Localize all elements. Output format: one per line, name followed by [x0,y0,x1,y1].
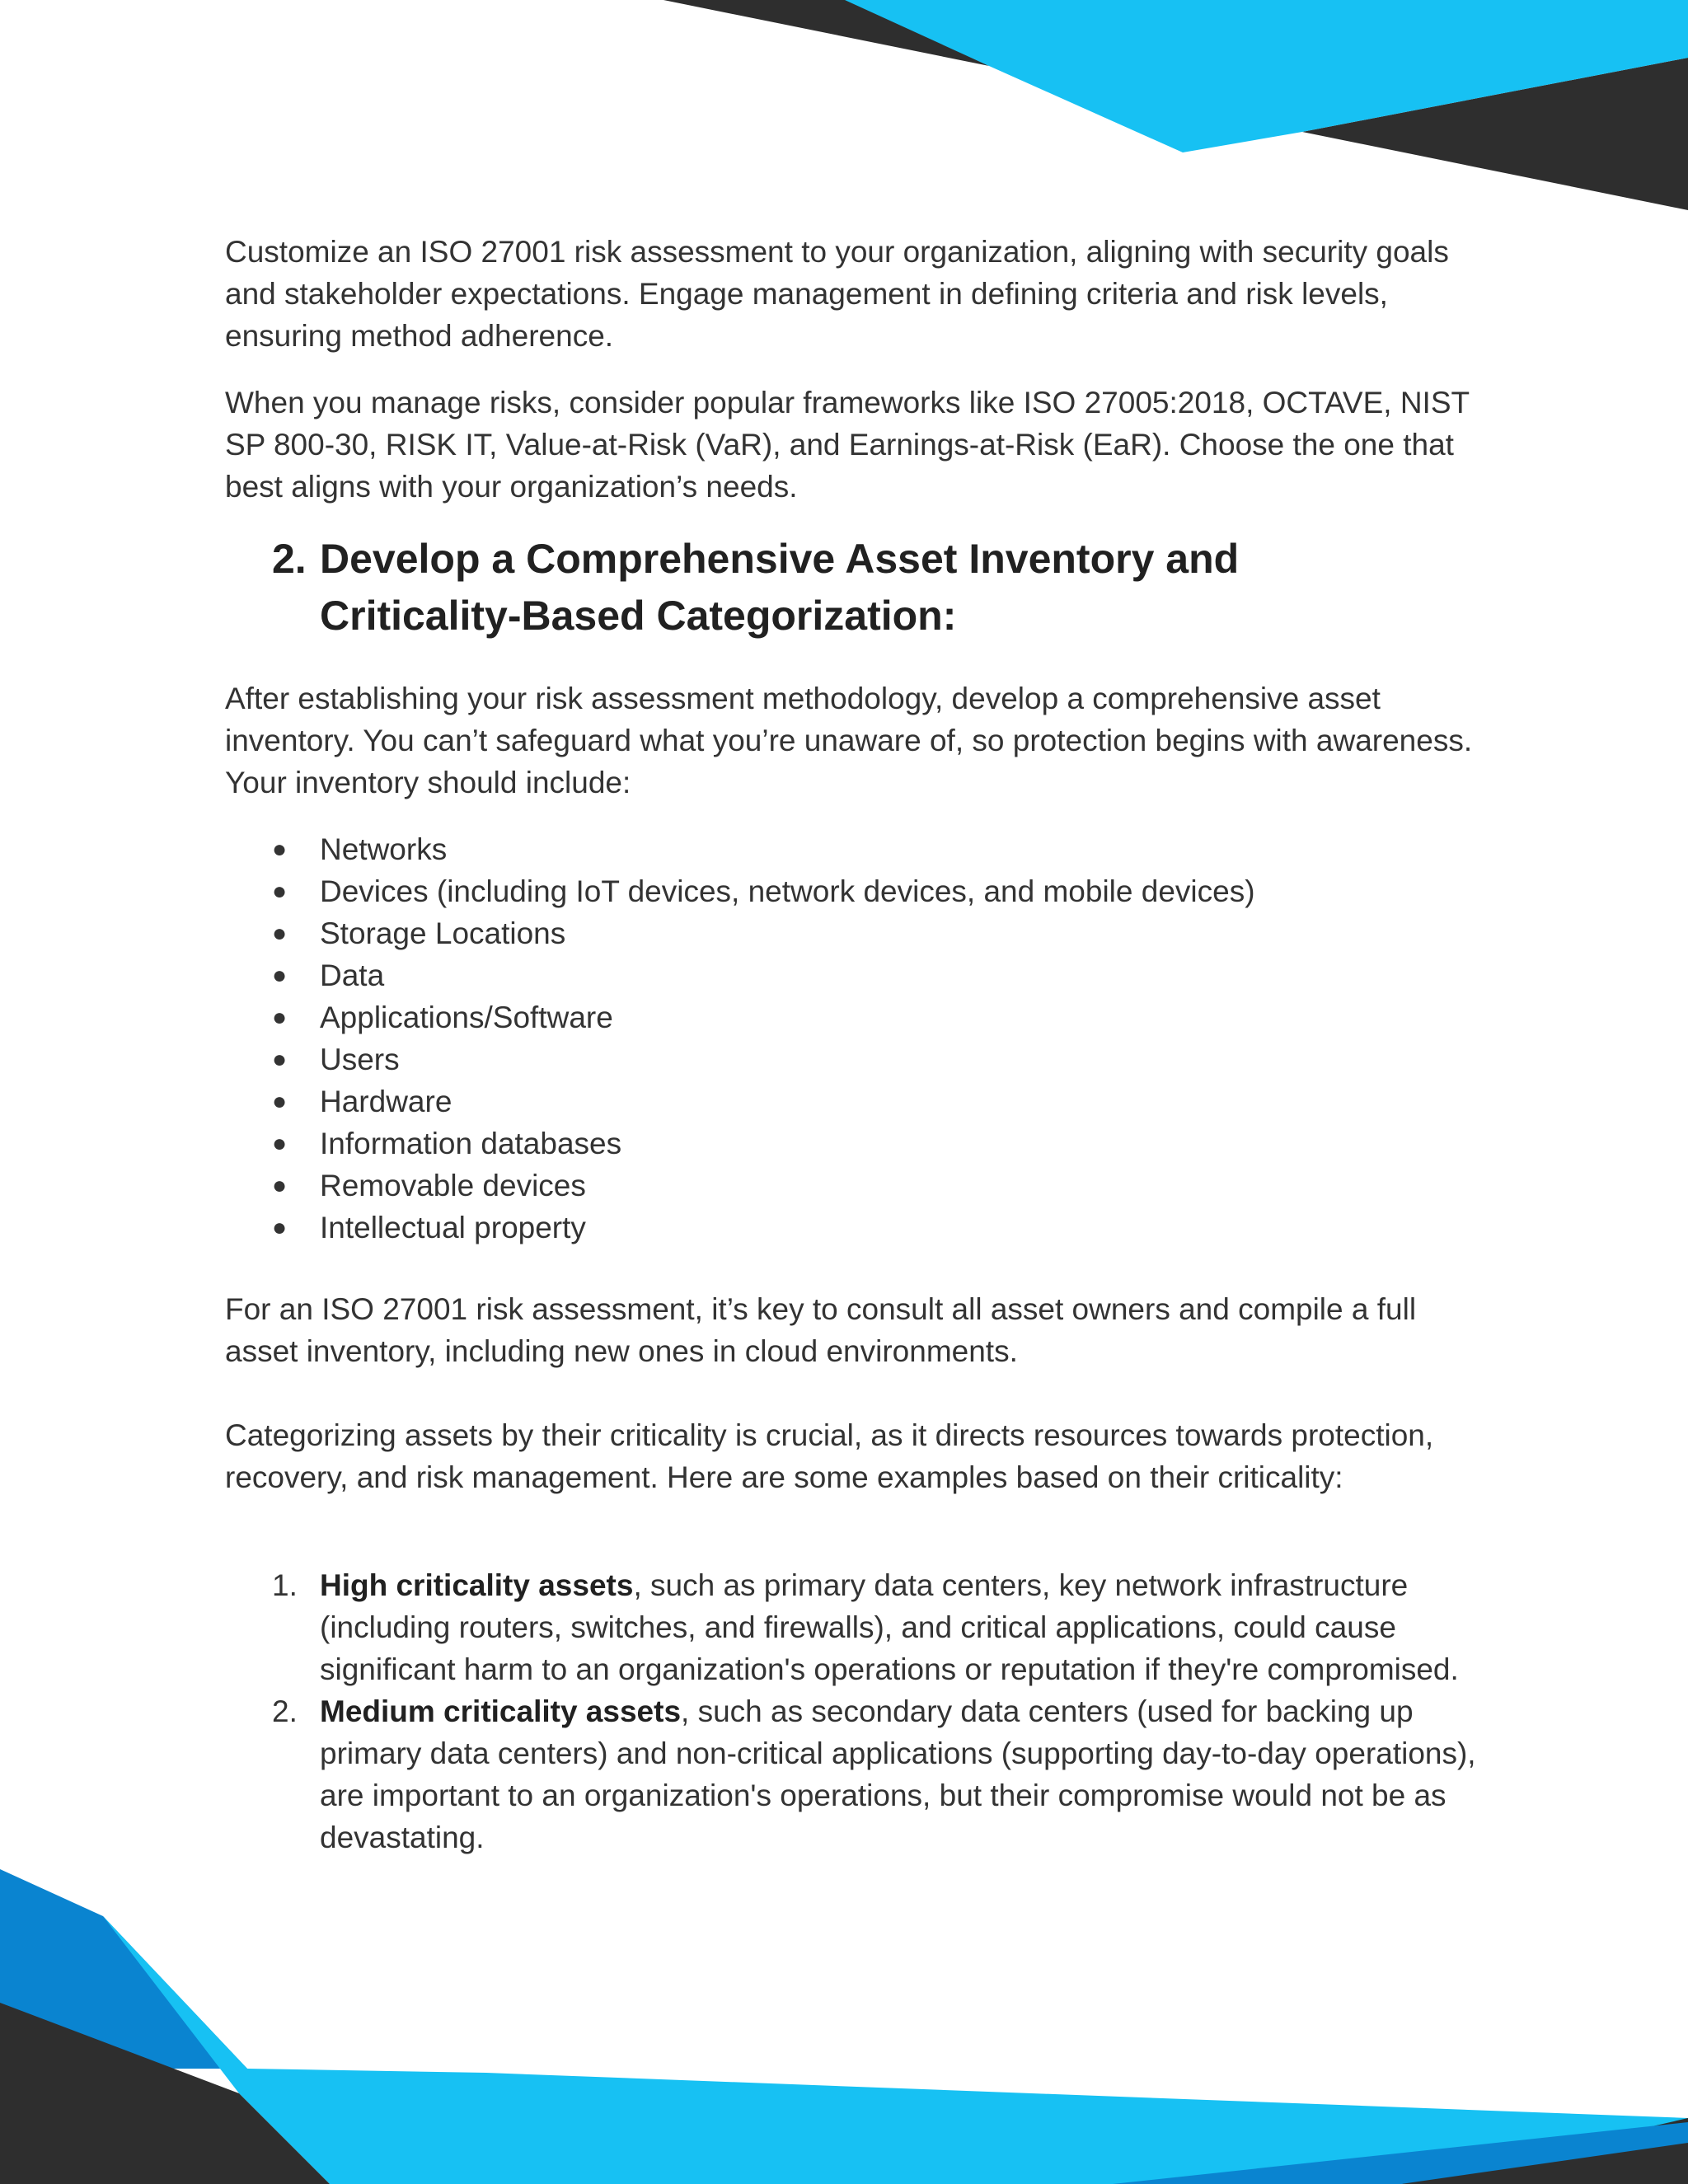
list-item-text: Intellectual property [320,1211,586,1244]
list-item [225,1122,1478,1165]
list-item-text: , such as secondary data centers (used for backing up primary data centers) and non-critical applications (supporting day-to-day operations), are important to an organization's operations, but their compromise would not be as devastating. [320,1694,1476,1854]
list-number: 1. [272,1568,298,1602]
bullet-icon: ● [272,1214,288,1241]
bullet-icon: ● [272,920,288,947]
intro-paragraph-1: Customize an ISO 27001 risk assessment to your organization, aligning with security goals and stakeholder expectations. Engage management in defining criteria and risk levels, ensuring method adherence. [225,235,1449,353]
list-item [225,996,1478,1038]
list-item [225,912,1478,954]
list-item-body [320,1690,1478,1858]
bullet-icon: ● [272,1130,288,1157]
asset-inventory-list [225,828,1478,1249]
list-item [225,1080,1478,1122]
section-number: 2. [272,536,307,582]
list-item-text: Networks [320,832,448,866]
bullet-icon: ● [272,962,288,989]
bullet-icon: ● [272,1004,288,1031]
list-item-text: Devices (including IoT devices, network devices, and mobile devices) [320,874,1255,908]
list-item [225,1038,1478,1080]
bottom-light-blue-shape [103,1916,1688,2184]
bullet-icon: ● [272,1046,288,1073]
list-item-text: Information databases [320,1127,622,1160]
list-item-bold-term: Medium criticality assets [320,1694,682,1728]
list-item-text: Hardware [320,1085,452,1118]
bullet-icon: ● [272,1172,288,1199]
criticality-list [225,1564,1478,1858]
list-item [225,1564,1478,1690]
list-item [225,954,1478,996]
list-item-text: Users [320,1043,400,1076]
list-item-text: Removable devices [320,1169,586,1202]
list-item-text: Data [320,958,385,992]
list-item-text: , such as primary data centers, key network infrastructure (including routers, switches, and firewalls), and critical applications, could cause significant harm to an organization's operations or reputation if they're compromised. [320,1568,1459,1686]
list-item [225,828,1478,870]
list-item-text: Applications/Software [320,1001,613,1034]
top-decorative-banner [0,0,1688,214]
section-lead-paragraph: After establishing your risk assessment methodology, develop a comprehensive asset inventory. You can’t safeguard what you’re unaware of, so protection begins with awareness. Your inventory should include: [225,682,1473,799]
list-item [225,870,1478,912]
bullet-icon: ● [272,836,288,863]
bottom-decorative-banner [0,1846,1688,2184]
section-title: Develop a Comprehensive Asset Inventory and Criticality-Based Categorization: [320,536,1240,639]
bullet-icon: ● [272,1088,288,1115]
document-body [225,231,1478,1858]
categorize-paragraph: Categorizing assets by their criticality is crucial, as it directs resources towards protection, recovery, and risk management. Here are some examples based on their criticality: [225,1418,1434,1494]
list-item-body [320,1564,1478,1690]
list-item [225,1165,1478,1207]
consult-paragraph: For an ISO 27001 risk assessment, it’s key to consult all asset owners and compile a full asset inventory, including new ones in cloud environments. [225,1292,1417,1368]
list-item [225,1690,1478,1858]
list-number: 2. [272,1694,298,1728]
bullet-icon: ● [272,878,288,905]
section-heading [272,531,1478,644]
list-item-text: Storage Locations [320,916,566,950]
list-item [225,1207,1478,1249]
intro-paragraph-2: When you manage risks, consider popular frameworks like ISO 27005:2018, OCTAVE, NIST SP 800-30, RISK IT, Value-at-Risk (VaR), and Earnings-at-Risk (EaR). Choose the one that best aligns with your organization’s needs. [225,386,1470,504]
list-item-bold-term: High criticality assets [320,1568,634,1602]
